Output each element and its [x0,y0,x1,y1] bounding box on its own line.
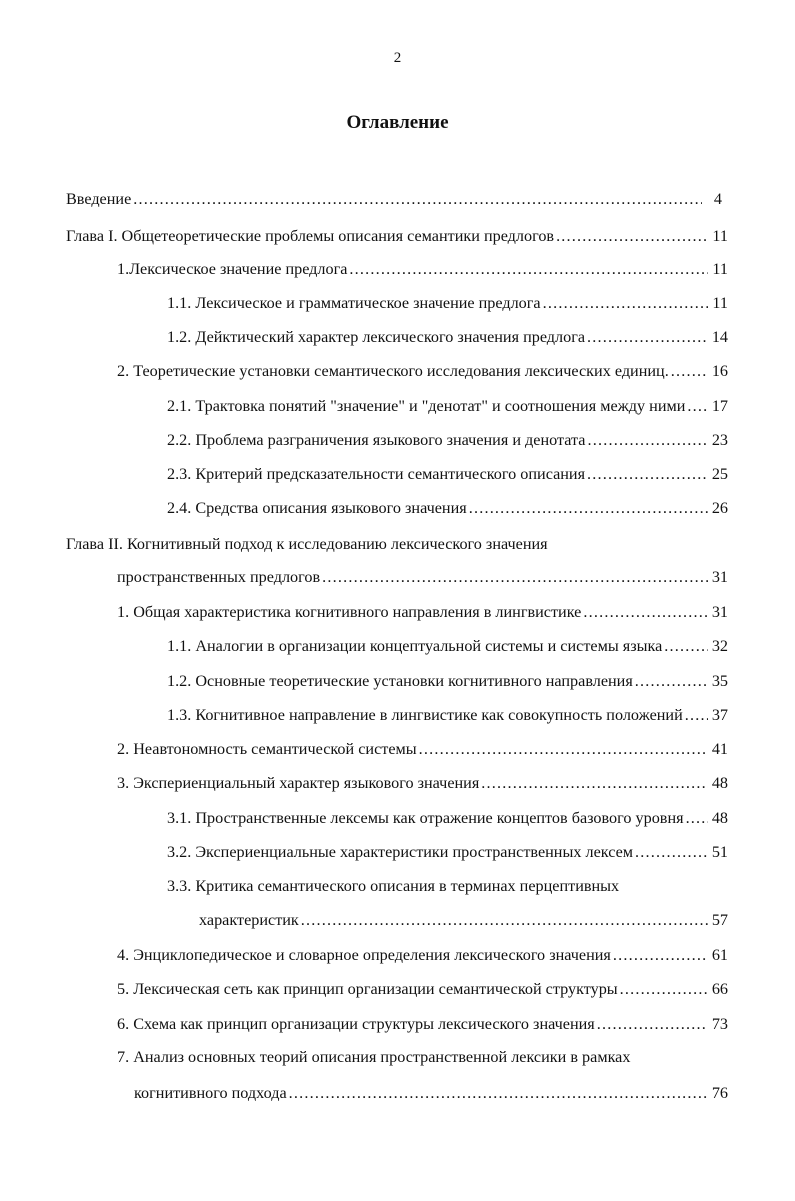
toc-entry-2[interactable]: 2. Теоретические установки семантического исследования лексических единиц. ..... 16 [117,361,728,381]
toc-entry-ch2-6[interactable]: 6. Схема как принцип организации структуры лексического значения ..... 73 [117,1014,728,1034]
toc-entry-ch2-3-1[interactable]: 3.1. Пространственные лексемы как отражение концептов базового уровня ..... 48 [167,808,728,828]
toc-entry-chapter-1[interactable]: Глава I. Общетеоретические проблемы описания семантики предлогов ..... 11 [66,226,728,246]
toc-entry-ch2-3-3[interactable]: 3.3. Критика семантического описания в терминах перцептивных [167,877,620,895]
toc-entry-chapter-2[interactable]: Глава II. Когнитивный подход к исследованию лексического значения [66,535,548,553]
toc-entry-1-2[interactable]: 1.2. Дейктический характер лексического значения предлога ..... 14 [167,327,728,347]
toc-entry-1-1[interactable]: 1.1. Лексическое и грамматическое значение предлога ..... 11 [167,293,728,313]
toc-entry-ch2-7-cont[interactable]: когнитивного подхода ..... 76 [134,1083,728,1103]
toc-entry-ch2-2[interactable]: 2. Неавтономность семантической системы ..... 41 [117,739,728,759]
toc-entry-ch2-1-1[interactable]: 1.1. Аналогии в организации концептуальной системы и системы языка ..... 32 [167,636,728,656]
toc-entry-1[interactable]: 1.Лексическое значение предлога ..... 11 [117,259,728,279]
toc-entry-ch2-3-2[interactable]: 3.2. Экспериенциальные характеристики пространственных лексем ..... 51 [167,842,728,862]
toc-title: Оглавление [346,112,449,133]
toc-entry-2-3[interactable]: 2.3. Критерий предсказательности семантического описания ..... 25 [167,464,728,484]
toc-entry-2-4[interactable]: 2.4. Средства описания языкового значения ..... 26 [167,498,728,518]
toc-entry-ch2-7[interactable]: 7. Анализ основных теорий описания пространственной лексики в рамках [117,1048,631,1066]
toc-entry-ch2-3-3-cont[interactable]: характеристик ..... 57 [199,910,728,930]
toc-entry-2-1[interactable]: 2.1. Трактовка понятий "значение" и "денотат" и соотношения между ними ..... 17 [167,396,728,416]
toc-entry-ch2-1[interactable]: 1. Общая характеристика когнитивного направления в лингвистике ..... 31 [117,602,728,622]
toc-entry-ch2-4[interactable]: 4. Энциклопедическое и словарное определения лексического значения ..... 61 [117,945,728,965]
toc-entry-ch2-1-3[interactable]: 1.3. Когнитивное направление в лингвистике как совокупность положений ..... 37 [167,705,728,725]
toc-entry-ch2-1-2[interactable]: 1.2. Основные теоретические установки когнитивного направления ..... 35 [167,671,728,691]
toc-entry-ch2-3[interactable]: 3. Экспериенциальный характер языкового значения ..... 48 [117,773,728,793]
toc-entry-2-2[interactable]: 2.2. Проблема разграничения языкового значения и денотата ..... 23 [167,430,728,450]
toc-entry-chapter-2-cont[interactable]: пространственных предлогов ..... 31 [117,567,728,587]
toc-entry-ch2-5[interactable]: 5. Лексическая сеть как принцип организации семантической структуры ..... 66 [117,979,728,999]
toc-entry-introduction[interactable]: Введение ..... 4 [66,189,722,209]
page-number: 2 [393,50,402,66]
